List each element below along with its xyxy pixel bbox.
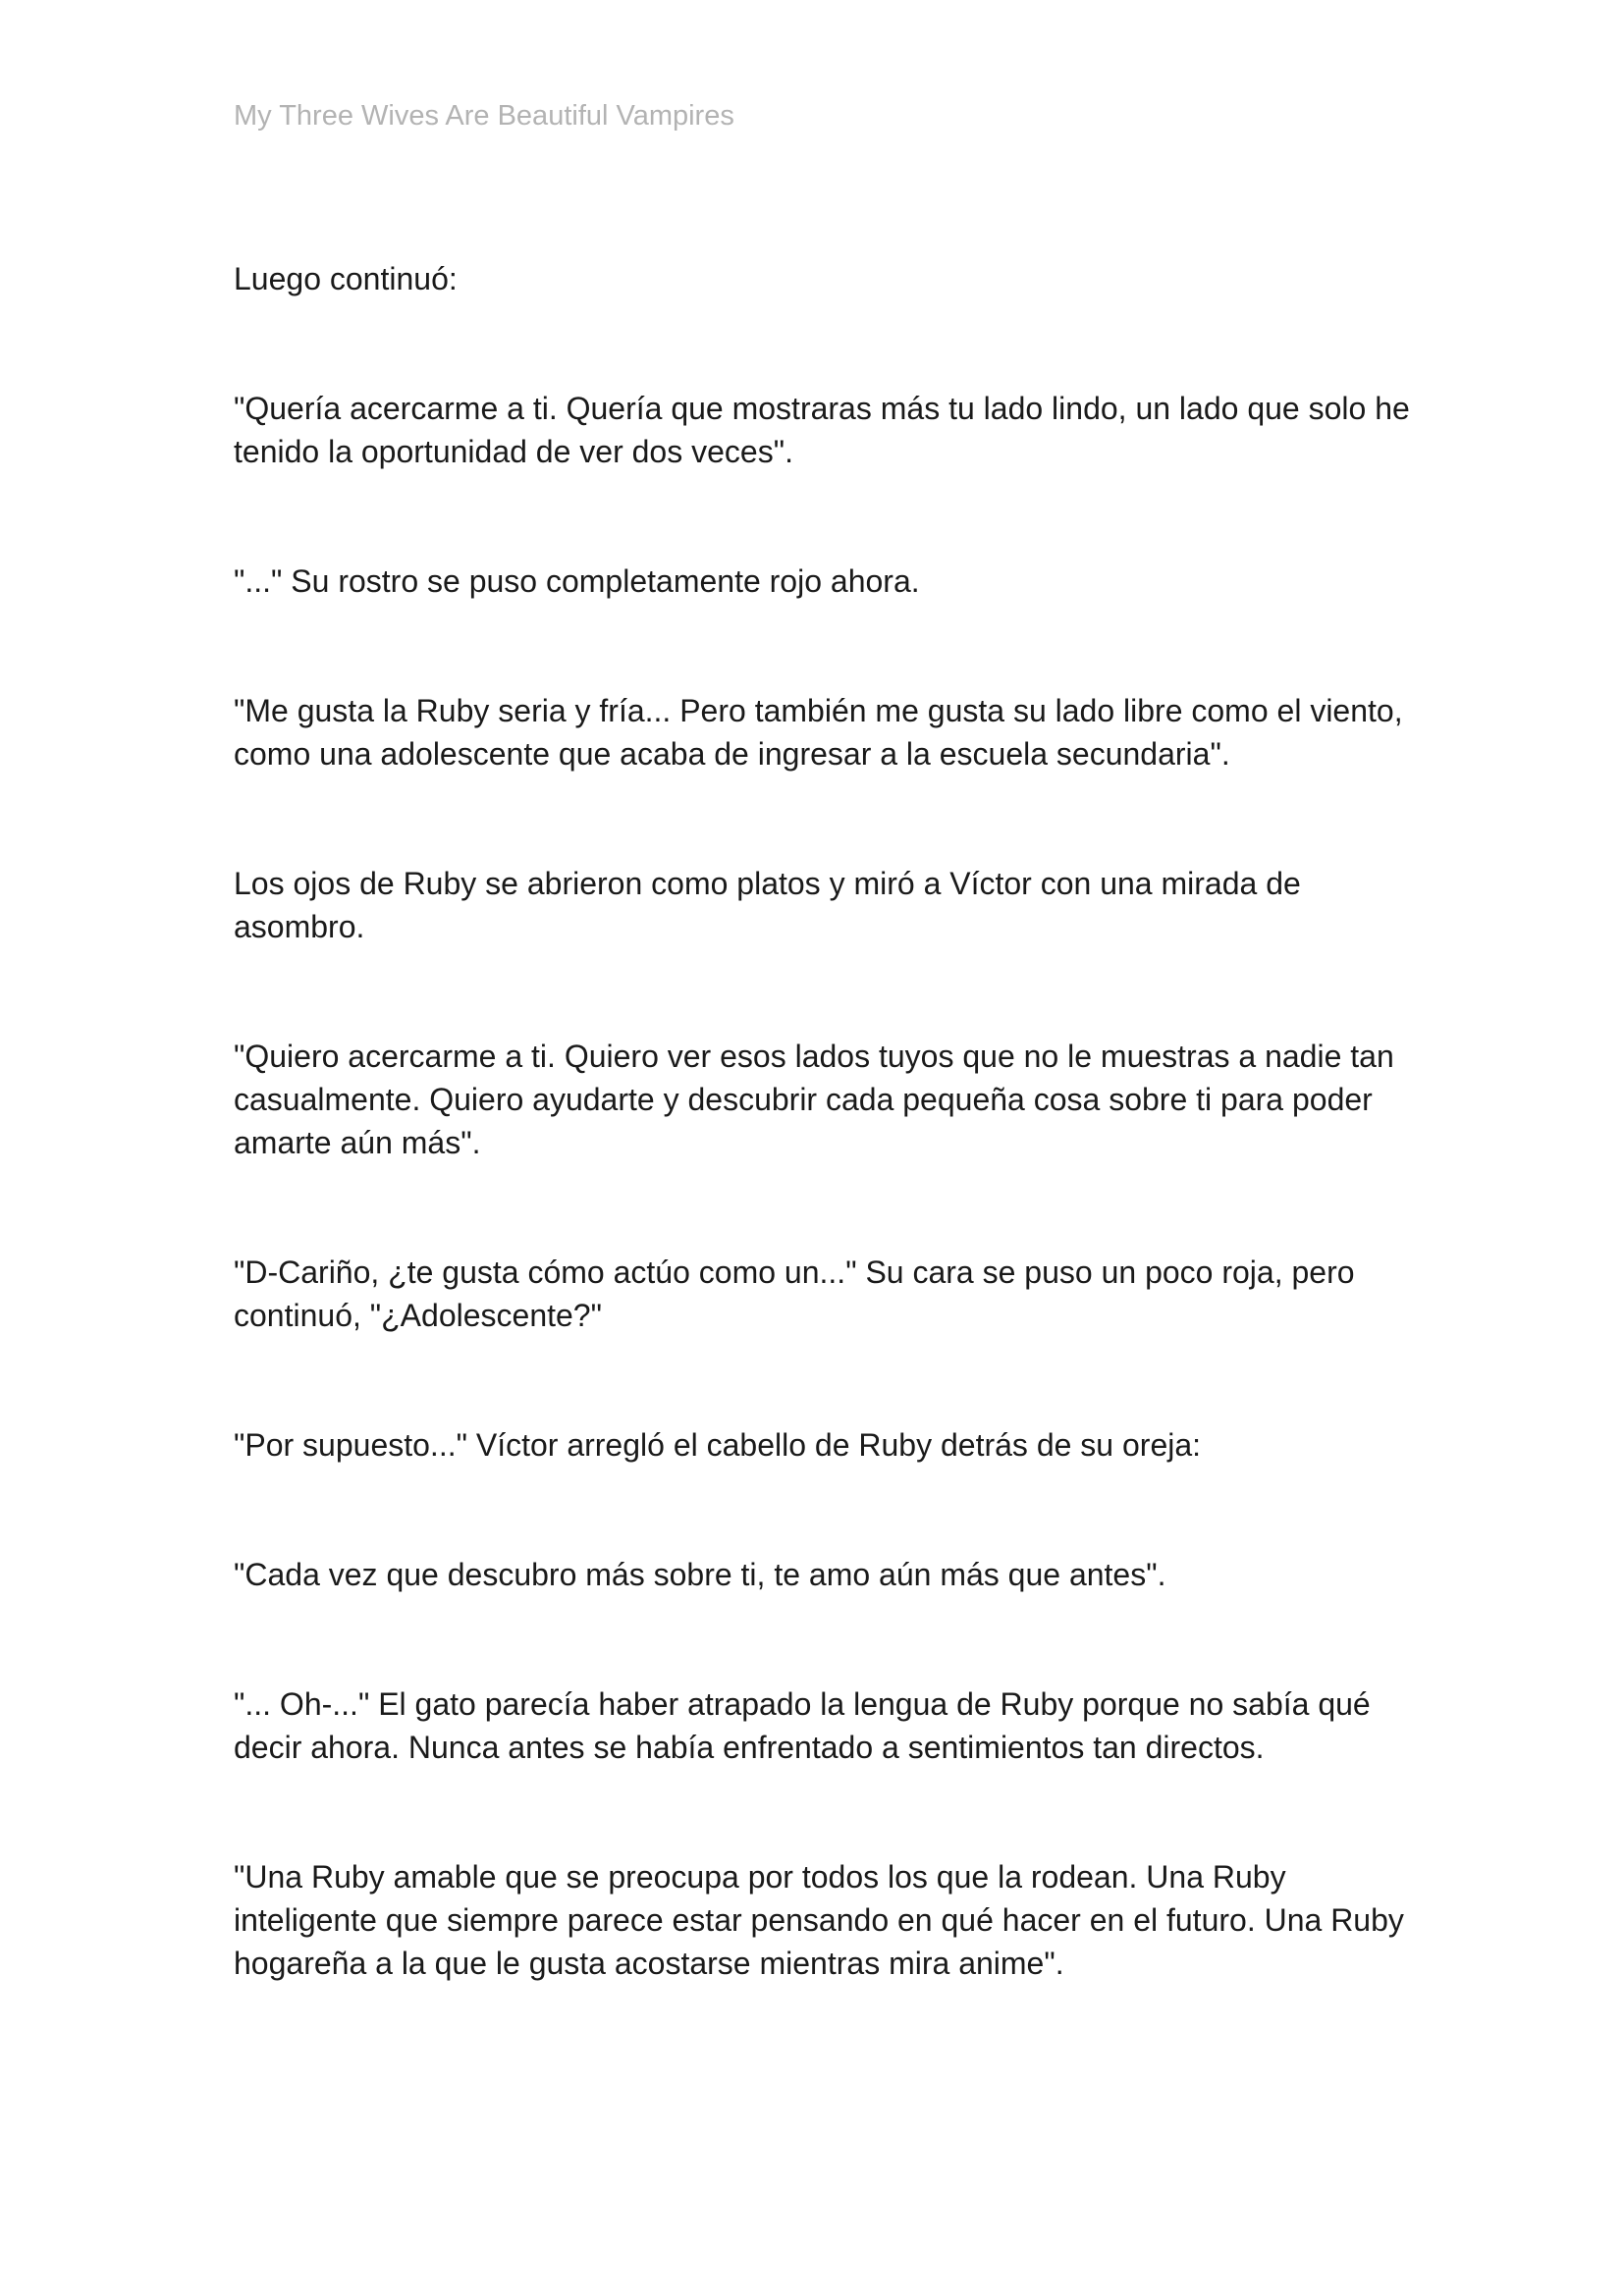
paragraph: "Cada vez que descubro más sobre ti, te amo aún más que antes". <box>234 1557 1166 1592</box>
running-header: My Three Wives Are Beautiful Vampires <box>234 100 734 132</box>
paragraph: Los ojos de Ruby se abrieron como platos y miró a Víctor con una mirada de asombro. <box>234 866 1301 944</box>
paragraph: "Por supuesto..." Víctor arregló el cabello de Ruby detrás de su oreja: <box>234 1427 1202 1463</box>
body-text <box>234 257 1412 2071</box>
paragraph: Luego continuó: <box>234 261 458 296</box>
paragraph: "..." Su rostro se puso completamente rojo ahora. <box>234 563 920 599</box>
paragraph: "... Oh-..." El gato parecía haber atrapado la lengua de Ruby porque no sabía qué decir ahora. Nunca antes se había enfrentado a sentimientos tan directos. <box>234 1686 1371 1765</box>
paragraph: "Quiero acercarme a ti. Quiero ver esos lados tuyos que no le muestras a nadie tan casualmente. Quiero ayudarte y descubrir cada pequeña cosa sobre ti para poder amarte aún más". <box>234 1039 1394 1160</box>
paragraph: "Me gusta la Ruby seria y fría... Pero también me gusta su lado libre como el viento, como una adolescente que acaba de ingresar a la escuela secundaria". <box>234 693 1403 772</box>
paragraph: "Una Ruby amable que se preocupa por todos los que la rodean. Una Ruby inteligente que siempre parece estar pensando en qué hacer en el futuro. Una Ruby hogareña a la que le gusta acostarse mientras mira anime". <box>234 1859 1404 1981</box>
paragraph: "Quería acercarme a ti. Quería que mostraras más tu lado lindo, un lado que solo he tenido la oportunidad de ver dos veces". <box>234 391 1410 469</box>
paragraph: "D-Cariño, ¿te gusta cómo actúo como un..." Su cara se puso un poco roja, pero continuó, "¿Adolescente?" <box>234 1255 1355 1333</box>
